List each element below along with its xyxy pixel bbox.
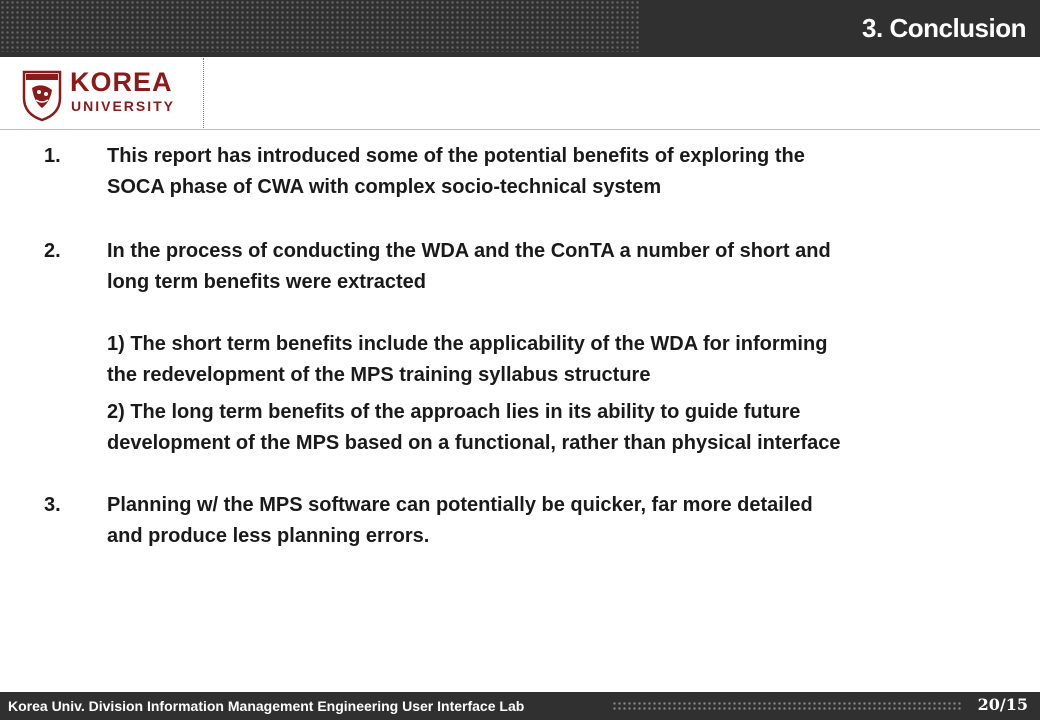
logo-line-1: KOREA [70,67,173,97]
list-item-text [107,490,1007,552]
text-line: 1) The short term benefits include the applicability of the WDA for informing [107,333,828,355]
text-line: the redevelopment of the MPS training syllabus structure [107,364,651,386]
sub-item-text [107,329,1007,391]
text-line: In the process of conducting the WDA and the ConTA a number of short and [107,240,831,262]
text-line: development of the MPS based on a functional, rather than physical interface [107,432,841,454]
text-line: Planning w/ the MPS software can potentially be quicker, far more detailed [107,494,813,516]
sub-item-text [107,397,1007,459]
footer-dot-pattern [612,701,962,711]
list-item-number: 3. [44,494,61,516]
footer-bar [0,692,1040,720]
list-item-number: 2. [44,240,61,262]
list-item-text [107,236,1007,298]
footer-lab-name: Korea Univ. Division Information Management Engineering User Interface Lab [8,698,525,714]
text-line: SOCA phase of CWA with complex socio-technical system [107,176,662,198]
text-line: This report has introduced some of the potential benefits of exploring the [107,145,805,167]
text-line: long term benefits were extracted [107,271,426,293]
list-item-text [107,141,1007,203]
list-item-number: 1. [44,145,61,167]
page-number: 20/15 [977,695,1028,714]
slide-title: 3. Conclusion [862,13,1026,43]
logo-line-2: UNIVERSITY [71,98,176,114]
text-line: and produce less planning errors. [107,525,430,547]
text-line: 2) The long term benefits of the approach lies in its ability to guide future [107,401,801,423]
